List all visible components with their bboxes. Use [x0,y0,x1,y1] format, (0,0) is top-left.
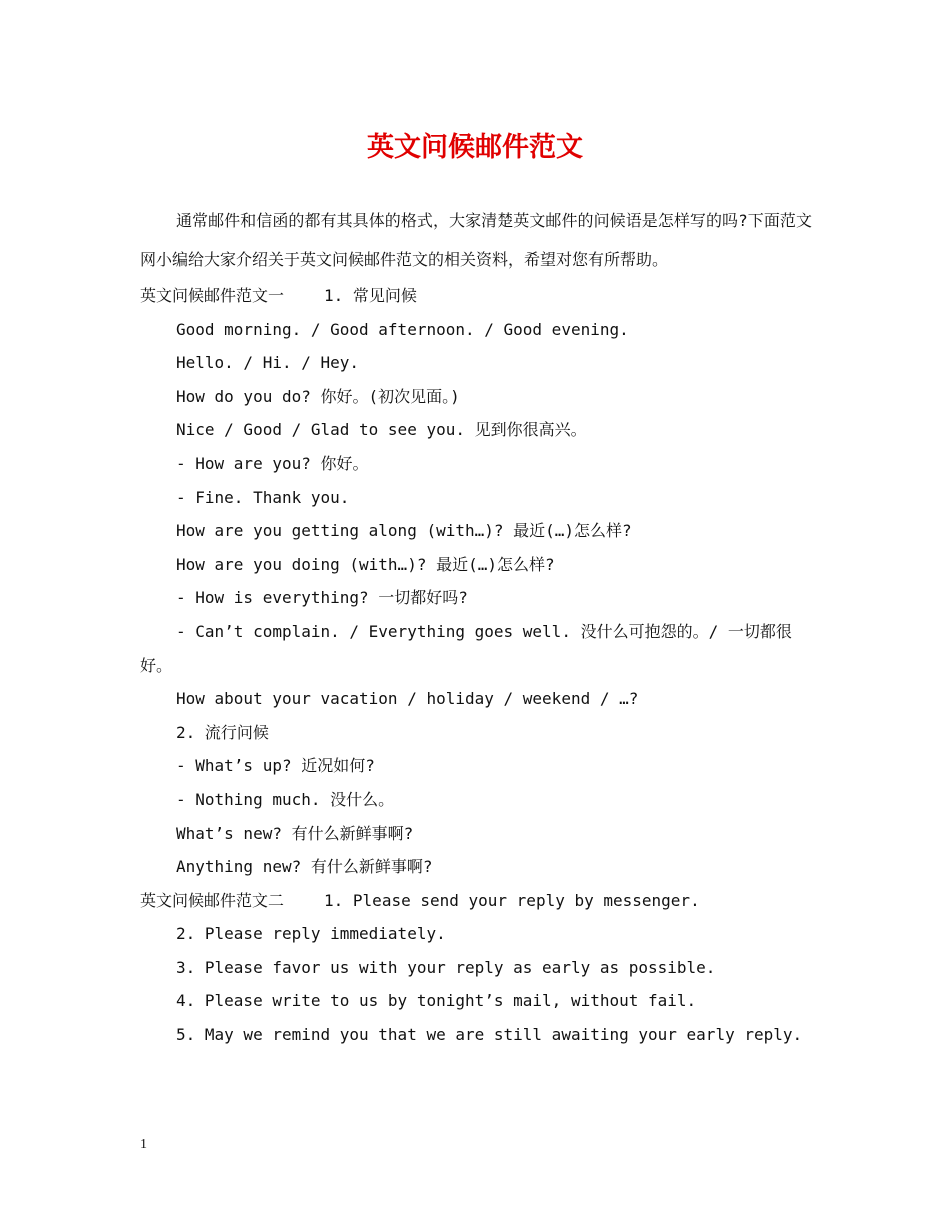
section-1-first-line: 1. 常见问候 [324,286,417,305]
section-1-heading: 英文问候邮件范文一 [140,286,285,305]
text-line: - What’s up? 近况如何? [176,756,375,776]
text-line: - Fine. Thank you. [176,487,350,507]
text-line: 3. Please favor us with your reply as early as possible. [176,957,716,977]
text-line: How about your vacation / holiday / weekend / …? [176,689,639,709]
text-line: 2. 流行问候 [176,722,269,742]
section-2-heading: 英文问候邮件范文二 [140,890,285,910]
text-line: 2. Please reply immediately. [176,924,446,944]
text-line: 4. Please write to us by tonight’s mail, without fail. [176,991,697,1011]
text-line: How do you do? 你好。(初次见面。) [176,386,460,406]
text-line: Hello. / Hi. / Hey. [176,353,360,373]
section-2-first-line: 1. Please send your reply by messenger. [324,890,700,910]
section-2-heading-line [140,884,812,918]
page-number: 1 [140,1137,147,1152]
text-line: How are you doing (with…)? 最近(…)怎么样? [176,554,555,574]
document-title: 英文问候邮件范文 [367,132,583,163]
text-line: Nice / Good / Glad to see you. 见到你很高兴。 [176,420,587,440]
text-line: - How is everything? 一切都好吗? [176,588,468,608]
text-line: How are you getting along (with…)? 最近(…)怎么样? [176,521,632,541]
text-line: 5. May we remind you that we are still awaiting your early reply. [176,1025,803,1045]
intro-paragraph: 通常邮件和信函的都有其具体的格式，大家清楚英文邮件的问候语是怎样写的吗?下面范文网小编给大家介绍关于英文问候邮件范文的相关资料，希望对您有所帮助。 [140,211,812,269]
text-line: What’s new? 有什么新鲜事啊? [176,823,414,843]
text-line-wrapped: - Can’t complain. / Everything goes well. 没什么可抱怨的。/ 一切都很好。 [140,621,792,675]
text-line: - Nothing much. 没什么。 [176,789,395,809]
text-line: - How are you? 你好。 [176,453,369,473]
document-body [140,202,812,1052]
text-line: Good morning. / Good afternoon. / Good evening. [176,319,629,339]
text-line: Anything new? 有什么新鲜事啊? [176,857,433,877]
section-1-heading-line [140,279,812,313]
